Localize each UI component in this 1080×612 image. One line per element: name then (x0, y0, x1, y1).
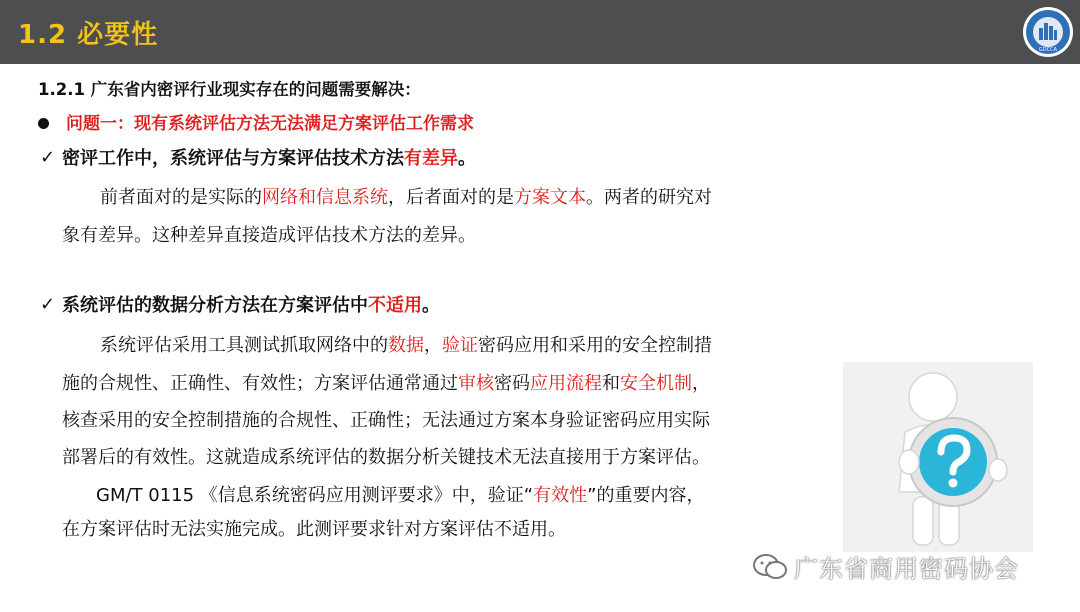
question-figure (843, 362, 1033, 552)
point2-text: ”的重要内容， (587, 485, 705, 506)
point2-highlight: 安全机制 (620, 373, 692, 394)
point2-highlight: 数据 (388, 335, 424, 356)
point2-text: 和 (602, 373, 620, 394)
point2-line4: 部署后的有效性。这就造成系统评估的数据分析关键技术无法直接用于方案评估。 (62, 447, 710, 468)
point1-title-highlight: 有差异 (404, 148, 458, 169)
point1-text: 前者面对的是实际的 (100, 187, 262, 208)
point1-line2: 象有差异。这种差异直接造成评估技术方法的差异。 (62, 225, 476, 246)
point1-line1 (100, 186, 712, 210)
point2-text: ， (424, 335, 442, 356)
point2-title-highlight: 不适用 (368, 295, 422, 316)
point1-title (62, 147, 476, 171)
question-person-icon (843, 362, 1033, 552)
point2-text: ， (692, 373, 710, 394)
point2-line6: 在方案评估时无法实施完成。此测评要求针对方案评估不适用。 (62, 519, 566, 540)
point2-text: 密码 (494, 373, 530, 394)
wechat-icon (752, 553, 788, 581)
point2-title-prefix: 系统评估的数据分析方法在方案评估中 (62, 295, 368, 316)
point2-line3: 核查采用的安全控制措施的合规性、正确性；无法通过方案本身验证密码应用实际 (62, 410, 710, 431)
point1-highlight: 网络和信息系统 (262, 187, 388, 208)
point1-text: 。两者的研究对 (586, 187, 712, 208)
problem-label: 问题一：现有系统评估方法无法满足方案评估工作需求 (66, 114, 474, 134)
check-icon: ✓ (40, 294, 56, 315)
point2-text: GM/T 0115 《信息系统密码应用测评要求》中，验证“ (96, 485, 534, 506)
point2-line5 (96, 484, 704, 508)
point2-highlight: 审核 (458, 373, 494, 394)
point2-line2 (62, 372, 710, 396)
point1-title-prefix: 密评工作中，系统评估与方案评估技术方法 (62, 148, 404, 169)
point2-line1 (100, 334, 712, 358)
point2-text: 系统评估采用工具测试抓取网络中的 (100, 335, 388, 356)
point2-highlight: 验证 (442, 335, 478, 356)
point2-highlight: 有效性 (533, 485, 588, 506)
point2-text: 施的合规性、正确性、有效性；方案评估通常通过 (62, 373, 458, 394)
point1-text: ，后者面对的是 (388, 187, 514, 208)
point1-title-suffix: 。 (458, 148, 476, 169)
logo-text: GDCCA (1038, 47, 1058, 53)
point1-highlight: 方案文本 (514, 187, 586, 208)
point2-text: 密码应用和采用的安全控制措 (478, 335, 712, 356)
watermark-text: 广东省商用密码协会 (794, 555, 1019, 583)
point2-highlight: 应用流程 (530, 373, 602, 394)
page-title: 1.2 必要性 (18, 20, 159, 50)
point2-title (62, 294, 440, 318)
section-heading: 1.2.1 广东省内密评行业现实存在的问题需要解决： (38, 80, 421, 99)
check-icon: ✓ (40, 147, 56, 168)
point2-title-suffix: 。 (422, 295, 440, 316)
bullet-icon (38, 118, 49, 129)
